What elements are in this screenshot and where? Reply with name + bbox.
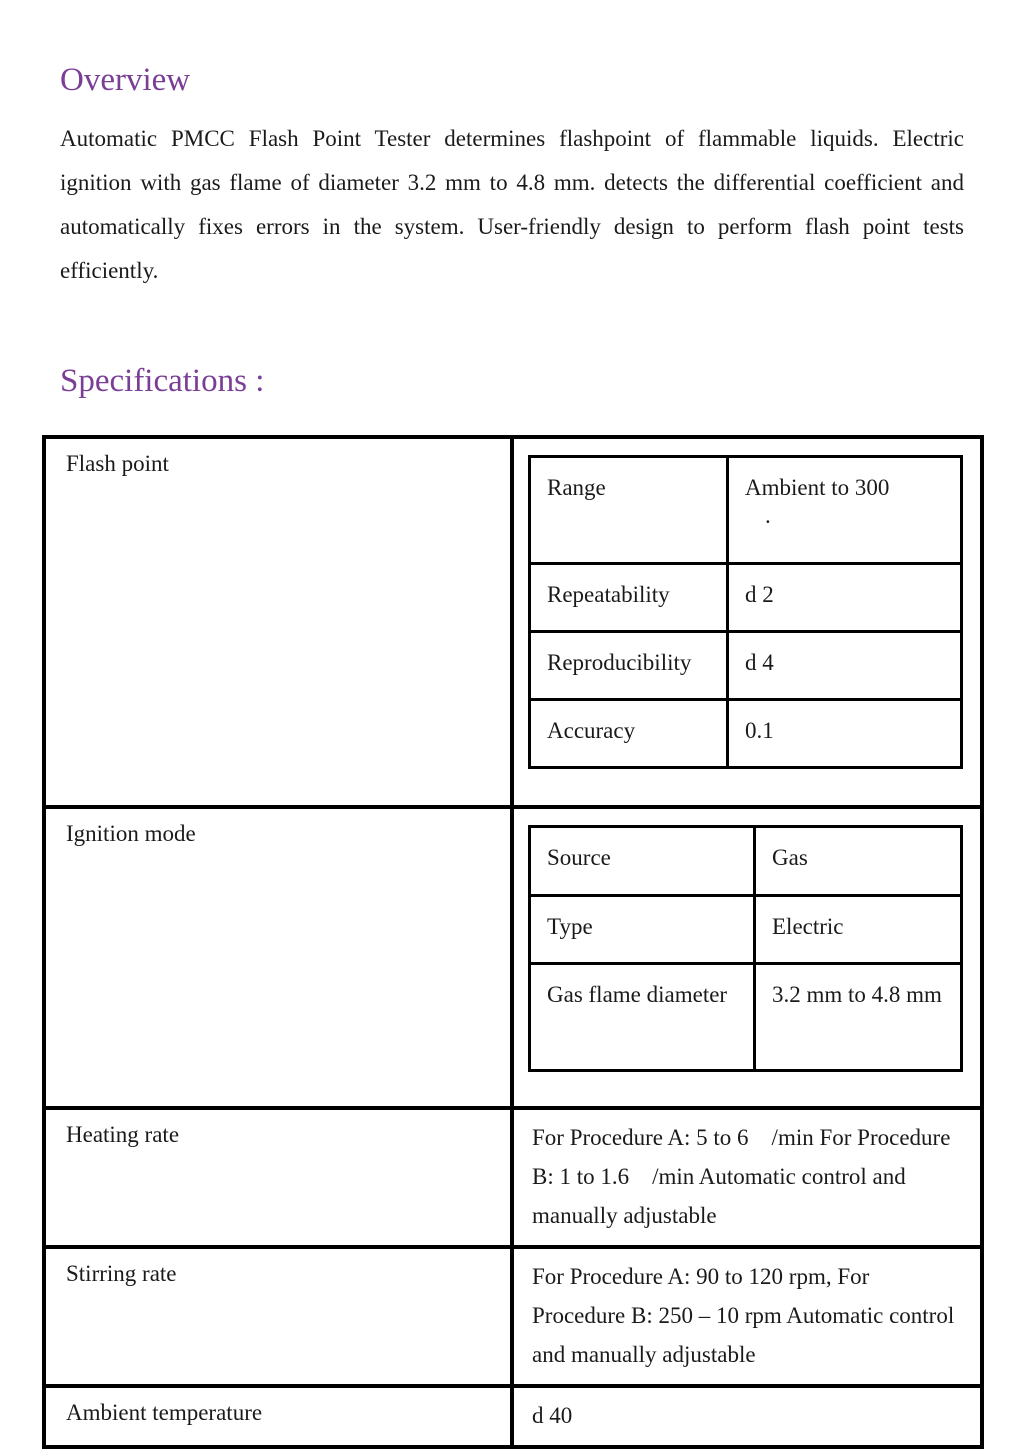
- spec-value-heating-rate: For Procedure A: 5 to 6 /min For Procedure B: 1 to 1.6 /min Automatic control and manually adjustable: [512, 1108, 982, 1247]
- flash-point-repeatability-row: [530, 564, 962, 632]
- spec-value-ignition-mode: [512, 807, 982, 1108]
- range-value-cell: [728, 457, 962, 564]
- gas-flame-diameter-label: Gas flame diameter: [530, 964, 755, 1071]
- source-label: Source: [530, 827, 755, 896]
- spec-label-stirring-rate: Stirring rate: [44, 1247, 512, 1386]
- ignition-source-row: [530, 827, 962, 896]
- spec-row-stirring-rate: [44, 1247, 982, 1386]
- flash-point-range-row: [530, 457, 962, 564]
- spec-label-flash-point: Flash point: [44, 437, 512, 807]
- spec-row-heating-rate: [44, 1108, 982, 1247]
- ignition-mode-subtable: [528, 825, 963, 1072]
- range-unit-mark: .: [765, 503, 771, 528]
- gas-flame-diameter-value: 3.2 mm to 4.8 mm: [755, 964, 962, 1071]
- spec-value-flash-point: [512, 437, 982, 807]
- specifications-table: [42, 435, 984, 1449]
- ignition-type-row: [530, 896, 962, 964]
- spec-label-ignition-mode: Ignition mode: [44, 807, 512, 1108]
- type-value: Electric: [755, 896, 962, 964]
- accuracy-label: Accuracy: [530, 700, 728, 768]
- specifications-heading: Specifications :: [60, 363, 265, 399]
- reproducibility-value: d 4: [728, 632, 962, 700]
- reproducibility-label: Reproducibility: [530, 632, 728, 700]
- flash-point-accuracy-row: [530, 700, 962, 768]
- flash-point-subtable: [528, 455, 963, 769]
- overview-paragraph: Automatic PMCC Flash Point Tester determines flashpoint of flammable liquids. Electric ignition with gas flame of diameter 3.2 mm to 4.8 mm. detects the differential coefficient and automatically fixes errors in the system. User-friendly design to perform flash point tests efficiently.: [60, 126, 964, 283]
- type-label: Type: [530, 896, 755, 964]
- spec-value-ambient-temperature: d 40: [512, 1386, 982, 1447]
- range-value: Ambient to 300: [745, 475, 890, 500]
- range-label: Range: [530, 457, 728, 564]
- gas-flame-diameter-row: [530, 964, 962, 1071]
- spec-row-flash-point: [44, 437, 982, 807]
- repeatability-value: d 2: [728, 564, 962, 632]
- spec-value-stirring-rate: For Procedure A: 90 to 120 rpm, For Procedure B: 250 – 10 rpm Automatic control and manually adjustable: [512, 1247, 982, 1386]
- repeatability-label: Repeatability: [530, 564, 728, 632]
- accuracy-value: 0.1: [728, 700, 962, 768]
- source-value: Gas: [755, 827, 962, 896]
- flash-point-reproducibility-row: [530, 632, 962, 700]
- spec-label-ambient-temperature: Ambient temperature: [44, 1386, 512, 1447]
- overview-heading: Overview: [60, 62, 191, 98]
- spec-row-ignition-mode: [44, 807, 982, 1108]
- spec-row-ambient-temperature: [44, 1386, 982, 1447]
- spec-label-heating-rate: Heating rate: [44, 1108, 512, 1247]
